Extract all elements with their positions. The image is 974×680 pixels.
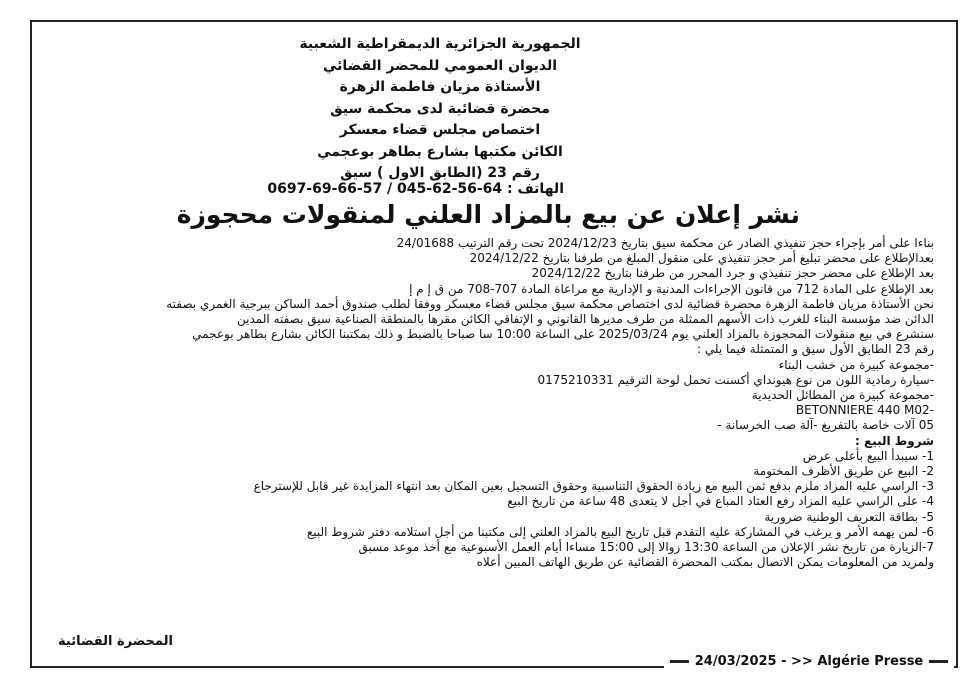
page-title: نشر إعلان عن بيع بالمزاد العلني لمنقولات محجوزة (176, 200, 800, 229)
body-line: بعد الإطلاع على المادة 712 من قانون الإجراءات المدنية و الإدارية مع مراعاة المادة 707-708 من ق إ م إ (409, 281, 934, 296)
header-line: الأستاذة مزيان فاطمة الزهرة (339, 79, 541, 95)
list-item: -مجموعة كبيرة من المطائل الحديدية (751, 388, 934, 403)
condition-item: 4- على الراسي عليه المزاد رفع العتاد المباع في أجل لا يتعدى 48 ساعة من تاريخ البيع (507, 494, 934, 509)
notice-body (54, 236, 934, 570)
header-line: الديوان العمومي للمحضر القضائي (322, 57, 558, 74)
header-line: الجمهورية الجزائرية الديمقراطية الشعبية (299, 36, 581, 52)
body-line: بعدالإطلاع على محضر تبليغ أمر حجز تنفيذي على منقول المبلغ من طرفنا بتاريخ 2024/12/22 (469, 251, 934, 266)
footer-bar (664, 648, 954, 674)
header-line: رقم 23 (الطابق الاول ) سيق (340, 165, 540, 181)
phone-numbers: 0697-69-66-57 / 045-62-56-64 (267, 181, 503, 197)
list-item: -سيارة رمادية اللون من نوع هيونداي أكسنت تحمل لوحة الترقيم 0175210331 (537, 372, 934, 387)
footer-dash (929, 660, 948, 663)
footer-dash (670, 660, 689, 663)
body-line: الدائن ضد مؤسسة البناء للغرب ذات الأسهم الممثلة من طرف مديرها القانوني و الإتفاقي الكائن مقرها بالمنطقة الصناعية سيق بصفته المدين (237, 312, 934, 327)
header-line: محضرة قضائية لدى محكمة سيق (330, 100, 550, 117)
condition-item: 6- لمن يهمه الأمر و يرغب في المشاركة عليه التقدم قبل تاريخ البيع بالمزاد العلني إلى مكتبنا من أجل استلامه دفتر شروط البيع (306, 524, 934, 539)
sale-conditions-heading: شروط البيع : (855, 433, 934, 448)
body-line: نحن الأستاذة مزيان فاطمة الزهرة محضرة قضائية لدى اختصاص محكمة سيق مجلس قضاء معسكر ووفقا لطلب صندوق أحمد الساكن ببرجية الغمري بصفته (166, 296, 934, 311)
list-item: 05 آلات خاصة بالتفريغ -آلة صب الخرسانة - (717, 418, 934, 433)
condition-item: 3- الراسي عليه المزاد ملزم بدفع ثمن البيع مع زيادة الحقوق التناسبية وحقوق التسجيل بعين المكان بعد انتهاء المزايدة غير قابل للإسترجاع (253, 479, 934, 494)
header-line: الكائن مكتبها بشارع بطاهر بوعجمي (317, 143, 563, 160)
condition-item: 7-الزيارة من تاريخ نشر الإعلان من الساعة 13:30 زوالا إلى 15:00 مساءا أيام العمل الأسبوعية مع أخذ موعد مسبق (358, 540, 934, 555)
condition-item: 1- سيبدأ البيع بأعلى عرض (802, 448, 934, 463)
body-line: بعد الإطلاع على محضر حجز تنفيذي و جرد المحرر من طرفنا بتاريخ 2024/12/22 (531, 266, 934, 281)
phone-label: الهاتف : (507, 181, 564, 197)
document-header (240, 34, 640, 185)
phone-line (267, 181, 564, 197)
condition-item: 5- بطاقة التعريف الوطنية ضرورية (764, 509, 934, 524)
signature: المحضرة القضائية (58, 634, 173, 649)
condition-item: 2- البيع عن طريق الأظرف المختومة (753, 464, 934, 479)
footer-text: 24/03/2025 - >> Algérie Presse (694, 653, 924, 669)
list-item: -BETONNIERE 440 M02 (795, 403, 934, 418)
body-line: سنشرع في بيع منقولات المحجوزة بالمزاد العلني يوم 2025/03/24 على الساعة 10:00 سا صباحا بالضبط و ذلك بمكتبنا الكائن بشارع بطاهر بوعجمي (192, 327, 934, 342)
body-line: بناءا على أمر بإجراء حجز تنفيذي الصادر عن محكمة سيق بتاريخ 2024/12/23 تحت رقم الترتيب 24/01688 (396, 236, 934, 250)
header-line: اختصاص مجلس قضاء معسكر (339, 122, 541, 138)
list-item: -مجموعة كبيرة من خشب البناء (778, 357, 934, 372)
body-line: رقم 23 الطابق الأول سيق و المتمثلة فيما يلي : (697, 342, 934, 357)
contact-line: ولمزيد من المعلومات يمكن الاتصال بمكتب المحضرة القضائية عن طريق الهاتف المبين أعلاه (476, 555, 934, 570)
